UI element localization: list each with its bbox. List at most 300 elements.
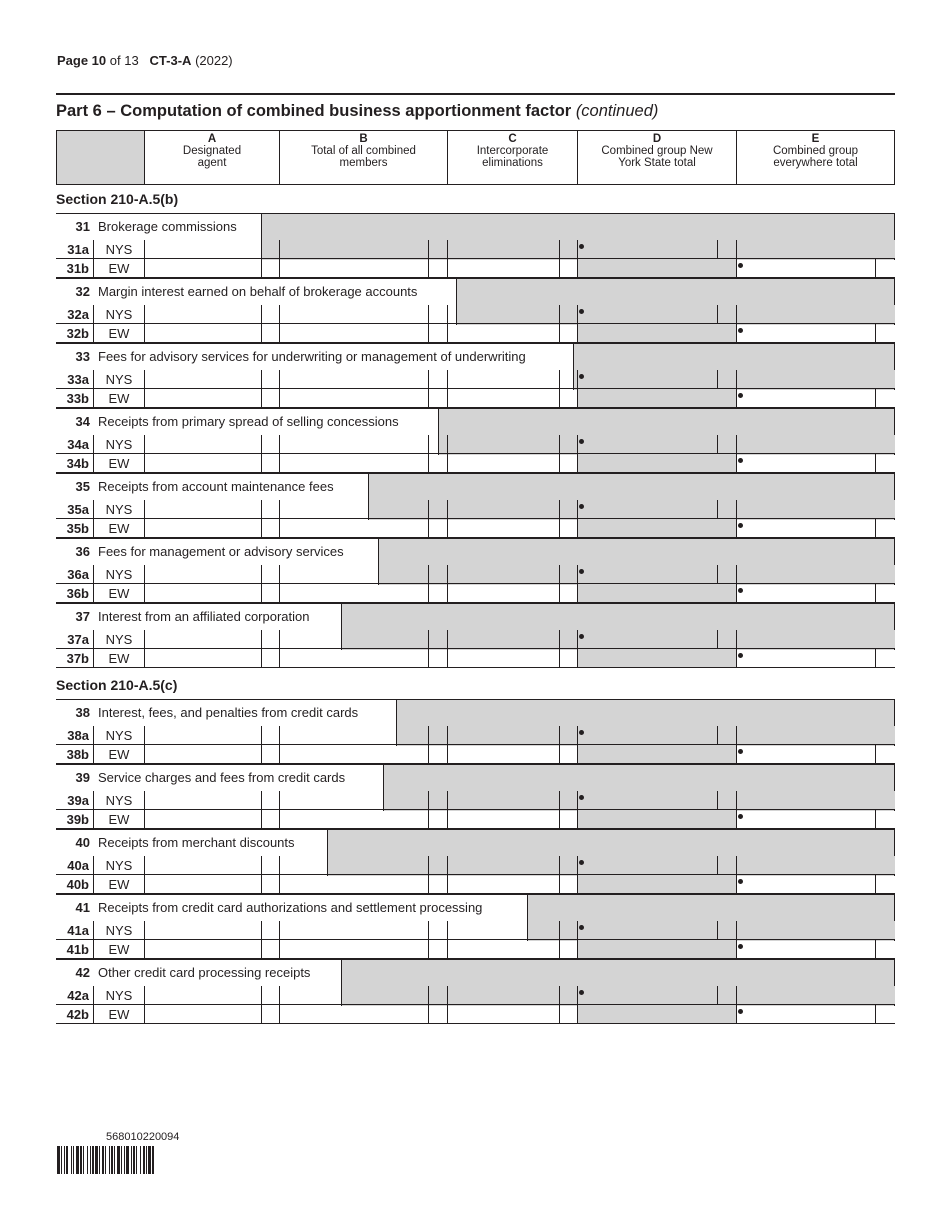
cell-divider <box>93 875 94 894</box>
line-39b-row <box>56 810 895 829</box>
amount-field-col-b[interactable] <box>279 435 428 454</box>
amount-field-col-a[interactable] <box>144 745 261 764</box>
barcode-bar <box>80 1146 82 1174</box>
cell-divider <box>93 259 94 278</box>
cell-divider <box>428 986 429 1005</box>
amount-field-col-c[interactable] <box>447 875 559 894</box>
amount-field-col-c[interactable] <box>447 370 559 389</box>
line-40b-row <box>56 875 895 894</box>
cell-divider <box>93 649 94 668</box>
line-37a-row <box>56 630 895 649</box>
amount-field-col-a[interactable] <box>144 630 261 649</box>
amount-field-col-a[interactable] <box>144 305 261 324</box>
subline-type: EW <box>108 326 130 341</box>
amount-field-col-b[interactable] <box>279 1005 428 1024</box>
cell-divider <box>428 500 429 519</box>
cell-divider <box>736 240 737 259</box>
amount-field-col-e[interactable] <box>736 1005 875 1024</box>
page-header <box>57 53 233 68</box>
subline-number: 34b <box>66 456 89 471</box>
cell-divider <box>261 810 262 829</box>
cell-divider <box>261 519 262 538</box>
line-33a-row <box>56 370 895 389</box>
amount-field-col-d[interactable] <box>577 986 717 1005</box>
bullet-marker <box>579 795 584 800</box>
amount-field-col-a[interactable] <box>144 986 261 1005</box>
amount-field-col-a[interactable] <box>144 921 261 940</box>
cell-divider <box>428 940 429 959</box>
amount-field-col-a[interactable] <box>144 856 261 875</box>
cell-divider <box>875 259 876 278</box>
cell-divider <box>717 565 718 584</box>
amount-field-col-c[interactable] <box>447 519 559 538</box>
cell-divider <box>577 810 578 829</box>
cell-divider <box>559 940 560 959</box>
cell-divider <box>577 324 578 343</box>
subline-type: EW <box>108 261 130 276</box>
cell-divider <box>428 584 429 603</box>
shaded-cell <box>736 726 895 745</box>
cell-divider <box>428 370 429 389</box>
cell-divider <box>577 454 578 473</box>
subline-number: 32a <box>67 307 89 322</box>
barcode-bar <box>126 1146 129 1174</box>
line-description: Other credit card processing receipts <box>98 965 311 980</box>
subline-type: EW <box>108 877 130 892</box>
cell-divider <box>577 389 578 408</box>
amount-field-col-d[interactable] <box>577 370 717 389</box>
cell-divider <box>559 259 560 278</box>
cell-divider <box>736 791 737 810</box>
cell-divider <box>559 856 560 875</box>
amount-field-col-a[interactable] <box>144 584 261 603</box>
cell-divider <box>559 1005 560 1024</box>
amount-field-col-e[interactable] <box>736 389 875 408</box>
amount-field-col-d[interactable] <box>577 630 717 649</box>
cell-divider <box>875 940 876 959</box>
subline-number: 42a <box>67 988 89 1003</box>
cell-divider <box>261 565 262 584</box>
cell-divider <box>428 519 429 538</box>
cell-divider <box>261 875 262 894</box>
barcode-number: 568010220094 <box>106 1131 180 1143</box>
amount-field-col-b[interactable] <box>279 875 428 894</box>
cell-divider <box>559 500 560 519</box>
subline-number: 40a <box>67 858 89 873</box>
amount-field-col-e[interactable] <box>736 810 875 829</box>
amount-field-col-a[interactable] <box>144 726 261 745</box>
amount-field-col-b[interactable] <box>279 324 428 343</box>
bullet-marker <box>579 504 584 509</box>
amount-field-col-e[interactable] <box>736 519 875 538</box>
cell-divider <box>736 500 737 519</box>
cell-divider <box>261 259 262 278</box>
amount-field-col-c[interactable] <box>447 1005 559 1024</box>
cell-divider <box>93 240 94 259</box>
shaded-cell <box>577 519 737 538</box>
cell-divider <box>559 745 560 764</box>
amount-field-col-a[interactable] <box>144 500 261 519</box>
amount-field-col-e[interactable] <box>736 324 875 343</box>
subline-number: 33a <box>67 372 89 387</box>
amount-field-col-a[interactable] <box>144 875 261 894</box>
cell-divider <box>93 791 94 810</box>
subline-number: 37b <box>66 651 89 666</box>
cell-divider <box>261 921 262 940</box>
cell-divider <box>93 454 94 473</box>
subline-number: 31a <box>67 242 89 257</box>
line-description: Receipts from credit card authorizations and settlement processing <box>98 900 483 915</box>
bullet-marker <box>579 925 584 930</box>
section-title: Section 210-A.5(c) <box>56 677 178 693</box>
shaded-cell <box>736 921 895 940</box>
column-header-blank <box>56 130 145 185</box>
column-header-c <box>447 130 578 185</box>
amount-field-col-c[interactable] <box>447 986 559 1005</box>
amount-field-col-b[interactable] <box>279 649 428 668</box>
amount-field-col-a[interactable] <box>144 435 261 454</box>
cell-divider <box>93 389 94 408</box>
subline-number: 35a <box>67 502 89 517</box>
amount-field-col-d[interactable] <box>577 240 717 259</box>
line-description: Fees for advisory services for underwriting or management of underwriting <box>98 349 526 364</box>
amount-field-col-e[interactable] <box>736 584 875 603</box>
bullet-marker <box>738 328 743 333</box>
column-letter: A <box>207 133 217 145</box>
line-32b-row <box>56 324 895 343</box>
amount-field-col-c[interactable] <box>447 500 559 519</box>
barcode-bar <box>117 1146 120 1174</box>
cell-divider <box>577 1005 578 1024</box>
amount-field-col-e[interactable] <box>736 454 875 473</box>
amount-field-col-c[interactable] <box>447 856 559 875</box>
cell-divider <box>261 500 262 519</box>
amount-field-col-d[interactable] <box>577 856 717 875</box>
amount-field-col-c[interactable] <box>447 810 559 829</box>
cell-divider <box>93 500 94 519</box>
barcode-bar <box>83 1146 84 1174</box>
shaded-cell <box>577 810 737 829</box>
column-label: Designated agent <box>182 145 242 169</box>
cell-divider <box>93 726 94 745</box>
shaded-cell <box>577 1005 737 1024</box>
subline-type: NYS <box>105 793 133 808</box>
amount-field-col-b[interactable] <box>279 745 428 764</box>
amount-field-col-a[interactable] <box>144 940 261 959</box>
amount-field-col-c[interactable] <box>447 791 559 810</box>
line-41b-row <box>56 940 895 959</box>
line-number: 32 <box>75 284 90 299</box>
barcode-bar <box>111 1146 113 1174</box>
line-36-label-row <box>56 538 895 565</box>
bullet-marker <box>579 569 584 574</box>
shaded-cell <box>736 370 895 389</box>
amount-field-col-e[interactable] <box>736 745 875 764</box>
cell-divider <box>559 791 560 810</box>
cell-divider <box>261 649 262 668</box>
barcode-bar <box>109 1146 110 1174</box>
barcode-bar <box>87 1146 88 1174</box>
amount-field-col-c[interactable] <box>447 454 559 473</box>
amount-field-col-b[interactable] <box>279 921 428 940</box>
subline-number: 36a <box>67 567 89 582</box>
line-31-label-row <box>56 213 895 240</box>
amount-field-col-c[interactable] <box>447 726 559 745</box>
cell-divider <box>875 649 876 668</box>
amount-field-col-a[interactable] <box>144 370 261 389</box>
amount-field-col-b[interactable] <box>279 500 428 519</box>
bullet-marker <box>579 990 584 995</box>
cell-divider <box>577 519 578 538</box>
amount-field-col-b[interactable] <box>279 630 428 649</box>
amount-field-col-c[interactable] <box>447 259 559 278</box>
subline-type: EW <box>108 747 130 762</box>
line-36a-row <box>56 565 895 584</box>
bullet-marker <box>738 393 743 398</box>
cell-divider <box>559 649 560 668</box>
subline-number: 37a <box>67 632 89 647</box>
amount-field-col-a[interactable] <box>144 810 261 829</box>
cell-divider <box>261 240 262 259</box>
shaded-cell <box>577 454 737 473</box>
cell-divider <box>559 726 560 745</box>
shaded-cell <box>736 435 895 454</box>
cell-divider <box>261 389 262 408</box>
cell-divider <box>428 565 429 584</box>
line-37-label-row <box>56 603 895 630</box>
amount-field-col-b[interactable] <box>279 519 428 538</box>
amount-field-col-b[interactable] <box>279 584 428 603</box>
line-number: 35 <box>75 479 90 494</box>
shaded-cell <box>736 986 895 1005</box>
cell-divider <box>93 565 94 584</box>
subline-number: 41a <box>67 923 89 938</box>
cell-divider <box>428 791 429 810</box>
barcode-bar <box>102 1146 104 1174</box>
amount-field-col-e[interactable] <box>736 940 875 959</box>
amount-field-col-a[interactable] <box>144 565 261 584</box>
amount-field-col-a[interactable] <box>144 454 261 473</box>
amount-field-col-a[interactable] <box>144 240 261 259</box>
amount-field-col-a[interactable] <box>144 1005 261 1024</box>
amount-field-col-b[interactable] <box>279 454 428 473</box>
amount-field-col-c[interactable] <box>447 649 559 668</box>
shaded-cell <box>736 791 895 810</box>
line-description: Fees for management or advisory services <box>98 544 344 559</box>
bullet-marker <box>738 1009 743 1014</box>
cell-divider <box>577 259 578 278</box>
bullet-marker <box>738 749 743 754</box>
bullet-marker <box>579 860 584 865</box>
amount-field-col-b[interactable] <box>279 856 428 875</box>
amount-field-col-c[interactable] <box>447 389 559 408</box>
cell-divider <box>93 435 94 454</box>
amount-field-col-d[interactable] <box>577 921 717 940</box>
amount-field-col-b[interactable] <box>279 305 428 324</box>
barcode-bar <box>71 1146 72 1174</box>
cell-divider <box>428 454 429 473</box>
cell-divider <box>93 305 94 324</box>
column-header-d <box>577 130 737 185</box>
bullet-marker <box>738 523 743 528</box>
amount-field-col-d[interactable] <box>577 726 717 745</box>
subline-type: EW <box>108 391 130 406</box>
cell-divider <box>717 921 718 940</box>
line-number: 34 <box>75 414 90 429</box>
cell-divider <box>93 584 94 603</box>
shaded-cell <box>736 565 895 584</box>
amount-field-col-c[interactable] <box>447 921 559 940</box>
cell-divider <box>261 370 262 389</box>
shaded-cell <box>736 305 895 324</box>
line-39-label-row <box>56 764 895 791</box>
line-description: Service charges and fees from credit cards <box>98 770 346 785</box>
page-of: of 13 <box>109 53 139 68</box>
amount-field-col-b[interactable] <box>279 240 428 259</box>
barcode-bar <box>73 1146 74 1174</box>
cell-divider <box>261 745 262 764</box>
amount-field-col-a[interactable] <box>144 649 261 668</box>
amount-field-col-c[interactable] <box>447 940 559 959</box>
subline-type: EW <box>108 942 130 957</box>
column-letter: D <box>652 133 662 145</box>
amount-field-col-a[interactable] <box>144 324 261 343</box>
bullet-marker <box>738 814 743 819</box>
amount-field-col-b[interactable] <box>279 940 428 959</box>
amount-field-col-b[interactable] <box>279 259 428 278</box>
barcode-bar <box>99 1146 100 1174</box>
bullet-marker <box>579 634 584 639</box>
line-number: 37 <box>75 609 90 624</box>
amount-field-col-a[interactable] <box>144 389 261 408</box>
subline-type: NYS <box>105 567 133 582</box>
barcode-bar <box>140 1146 141 1174</box>
amount-field-col-b[interactable] <box>279 810 428 829</box>
line-32-label-row <box>56 278 895 305</box>
barcode-bar <box>148 1146 151 1174</box>
amount-field-col-e[interactable] <box>736 259 875 278</box>
shaded-cell <box>577 259 737 278</box>
amount-field-col-c[interactable] <box>447 324 559 343</box>
line-40a-row <box>56 856 895 875</box>
cell-divider <box>717 986 718 1005</box>
subline-type: EW <box>108 812 130 827</box>
line-description: Brokerage commissions <box>98 219 237 234</box>
line-35a-row <box>56 500 895 519</box>
cell-divider <box>875 389 876 408</box>
line-number: 41 <box>75 900 90 915</box>
cell-divider <box>93 940 94 959</box>
cell-divider <box>428 921 429 940</box>
cell-divider <box>93 519 94 538</box>
amount-field-col-c[interactable] <box>447 240 559 259</box>
cell-divider <box>428 649 429 668</box>
cell-divider <box>717 435 718 454</box>
subline-type: NYS <box>105 502 133 517</box>
cell-divider <box>93 745 94 764</box>
amount-field-col-b[interactable] <box>279 565 428 584</box>
amount-field-col-c[interactable] <box>447 565 559 584</box>
form-number: CT-3-A <box>149 53 192 68</box>
subline-type: NYS <box>105 242 133 257</box>
cell-divider <box>717 370 718 389</box>
amount-field-col-d[interactable] <box>577 305 717 324</box>
line-number: 40 <box>75 835 90 850</box>
amount-field-col-d[interactable] <box>577 565 717 584</box>
line-description: Interest, fees, and penalties from credit cards <box>98 705 359 720</box>
amount-field-col-a[interactable] <box>144 519 261 538</box>
column-label: Combined group New York State total <box>601 145 713 169</box>
cell-divider <box>577 649 578 668</box>
amount-field-col-e[interactable] <box>736 649 875 668</box>
cell-divider <box>577 940 578 959</box>
cell-divider <box>559 305 560 324</box>
bullet-marker <box>579 730 584 735</box>
amount-field-col-c[interactable] <box>447 305 559 324</box>
amount-field-col-b[interactable] <box>279 986 428 1005</box>
cell-divider <box>428 435 429 454</box>
form-year: (2022) <box>195 53 233 68</box>
subline-number: 31b <box>66 261 89 276</box>
amount-field-col-a[interactable] <box>144 791 261 810</box>
subline-type: EW <box>108 1007 130 1022</box>
cell-divider <box>428 389 429 408</box>
amount-field-col-d[interactable] <box>577 500 717 519</box>
line-42-label-row <box>56 959 895 986</box>
amount-field-col-a[interactable] <box>144 259 261 278</box>
cell-divider <box>428 240 429 259</box>
barcode-bar <box>146 1146 147 1174</box>
shaded-cell <box>577 940 737 959</box>
bullet-marker <box>738 263 743 268</box>
cell-divider <box>93 986 94 1005</box>
line-description: Receipts from primary spread of selling concessions <box>98 414 399 429</box>
amount-field-col-c[interactable] <box>447 435 559 454</box>
line-38-label-row <box>56 699 895 726</box>
shaded-cell <box>736 240 895 259</box>
column-label: Intercorporate eliminations <box>476 145 549 169</box>
cell-divider <box>875 810 876 829</box>
shaded-cell <box>736 630 895 649</box>
amount-field-col-d[interactable] <box>577 791 717 810</box>
amount-field-col-b[interactable] <box>279 791 428 810</box>
cell-divider <box>736 856 737 875</box>
cell-divider <box>717 240 718 259</box>
line-38b-row <box>56 745 895 764</box>
shaded-cell <box>577 649 737 668</box>
amount-field-col-b[interactable] <box>279 389 428 408</box>
cell-divider <box>875 875 876 894</box>
cell-divider <box>559 810 560 829</box>
subline-type: EW <box>108 456 130 471</box>
amount-field-col-d[interactable] <box>577 435 717 454</box>
amount-field-col-c[interactable] <box>447 745 559 764</box>
cell-divider <box>93 810 94 829</box>
cell-divider <box>736 565 737 584</box>
column-header-a <box>144 130 280 185</box>
amount-field-col-c[interactable] <box>447 584 559 603</box>
amount-field-col-b[interactable] <box>279 370 428 389</box>
amount-field-col-b[interactable] <box>279 726 428 745</box>
amount-field-col-c[interactable] <box>447 630 559 649</box>
line-32a-row <box>56 305 895 324</box>
line-34b-row <box>56 454 895 473</box>
column-header-b <box>279 130 448 185</box>
line-40-label-row <box>56 829 895 856</box>
cell-divider <box>261 856 262 875</box>
amount-field-col-e[interactable] <box>736 875 875 894</box>
column-letter: B <box>359 133 368 145</box>
